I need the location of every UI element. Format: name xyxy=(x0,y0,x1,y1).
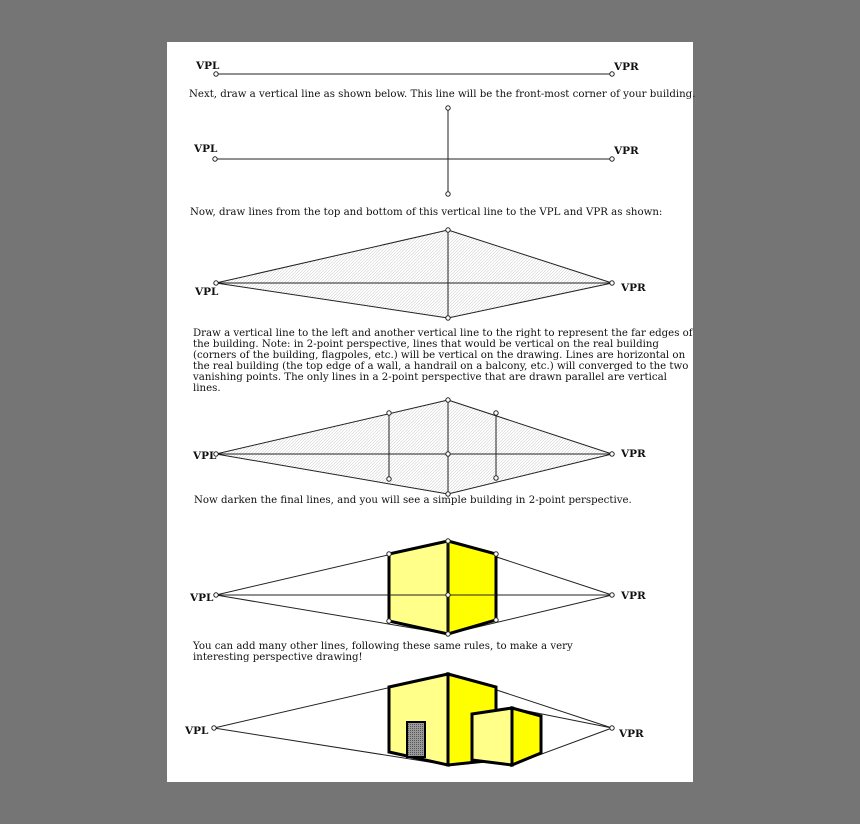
step-5-text: You can add many other lines, following these same rules, to make a very interesting perspective drawing! xyxy=(193,641,573,663)
vpr-label-1: VPR xyxy=(614,61,639,73)
door-icon xyxy=(407,722,425,757)
step-1-text: Next, draw a vertical line as shown below. This line will be the front-most corner of your building. xyxy=(189,89,696,100)
vpr-label-5: VPR xyxy=(621,590,646,602)
vpl-label-3: VPL xyxy=(195,286,219,298)
vpr-label-2: VPR xyxy=(614,145,639,157)
figure-front-corner xyxy=(213,106,614,196)
building-left-face xyxy=(389,541,448,634)
vpl-label-6: VPL xyxy=(185,725,209,737)
figure-simple-building xyxy=(214,539,614,636)
vpr-label-3: VPR xyxy=(621,282,646,294)
vpl-label-4: VPL xyxy=(193,450,217,462)
step-2-text: Now, draw lines from the top and bottom of this vertical line to the VPL and VPR as shown: xyxy=(190,207,663,218)
step-3-text: Draw a vertical line to the left and another vertical line to the right to represent the far edges of the building. Note: in 2-point perspective, lines that would be vertical on the real building (corners of the building, flagpoles, etc.) will be vertical on the drawing. Lines are horizontal on the real building (the top edge of a wall, a handrail on a balcony, etc.) will converged to the two vanishing points. The only lines in a 2-point perspective that are drawn parallel are vertical lines. xyxy=(193,328,693,394)
figure-far-edges xyxy=(214,398,614,496)
figure-vanishing-lines xyxy=(214,228,614,320)
vpl-label-1: VPL xyxy=(196,60,220,72)
short-block-right-face xyxy=(512,708,541,765)
building-right-face xyxy=(448,541,496,634)
vpl-label-5: VPL xyxy=(190,592,214,604)
figure-complex-building xyxy=(212,674,614,765)
vpr-label-4: VPR xyxy=(621,448,646,460)
step-4-text: Now darken the final lines, and you will see a simple building in 2-point perspective. xyxy=(194,495,632,506)
figure-horizon-line xyxy=(214,72,614,76)
short-block-left-face xyxy=(472,708,512,765)
vpr-label-6: VPR xyxy=(619,728,644,740)
vpl-label-2: VPL xyxy=(194,143,218,155)
